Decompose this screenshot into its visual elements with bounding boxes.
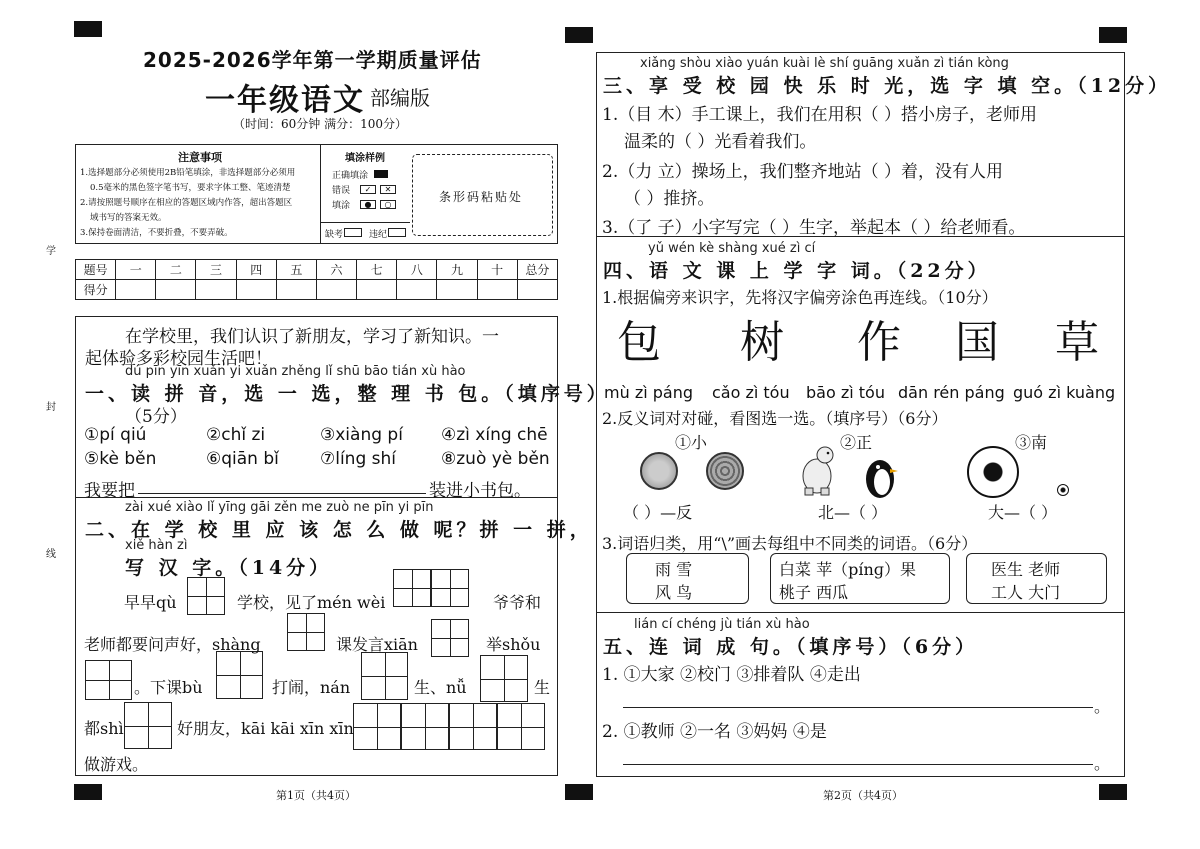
notice-line: 2.请按照题号顺序在相应的答题区域内作答，超出答题区 xyxy=(80,198,293,208)
writing-grid[interactable] xyxy=(497,703,545,750)
antonym-option: ②正 xyxy=(840,433,873,452)
sample-title: 填涂样例 xyxy=(345,153,385,164)
registration-mark xyxy=(1099,27,1127,43)
q4-title: 四、语 文 课 上 学 字 词。（22分） xyxy=(603,260,991,282)
q4-sub-question: 2.反义词对对碰，看图选一选。（填序号）（6分） xyxy=(602,409,948,428)
antonym-pair: 大—（ ） xyxy=(988,503,1058,522)
score-header: 三 xyxy=(196,260,236,280)
q2-text: 爷爷和 xyxy=(493,593,542,612)
score-header: 四 xyxy=(236,260,276,280)
absent-checkbox[interactable] xyxy=(344,228,362,237)
penguin-icon xyxy=(860,455,900,500)
q1-pinyin: dú pīn yīn xuǎn yi xuǎn zhěng lǐ shū bāo tián xù hào xyxy=(125,364,466,379)
score-cell[interactable] xyxy=(196,280,236,300)
score-header: 七 xyxy=(357,260,397,280)
intro-text: 在学校里，我们认识了新朋友，学习了新知识。一 xyxy=(125,327,499,347)
score-cell[interactable] xyxy=(116,280,156,300)
barcode-area xyxy=(412,154,553,236)
score-header: 十 xyxy=(477,260,517,280)
q3-pinyin: xiǎng shòu xiào yuán kuài lè shí guāng xuǎn zì tián kòng xyxy=(640,56,1009,71)
writing-grid[interactable] xyxy=(480,655,528,702)
q2-text: 生 xyxy=(534,678,551,697)
q5-answer-line[interactable] xyxy=(623,707,1093,708)
q3-line: 3.（了 子）小字写完（ ）生字，举起本（ ）给老师看。 xyxy=(602,218,1026,238)
score-cell[interactable] xyxy=(397,280,437,300)
circle-sample-icon: ○ xyxy=(380,200,396,209)
q5-title: 五、连 词 成 句。（填序号）（6分） xyxy=(603,636,979,658)
q2-text: 老师都要问声好，shàng xyxy=(84,635,261,654)
score-cell[interactable] xyxy=(517,280,557,300)
writing-grid[interactable] xyxy=(401,703,449,750)
hanzi-char[interactable]: 草 xyxy=(1055,317,1101,368)
check-sample-icon: ✓ xyxy=(360,185,376,194)
score-header: 题号 xyxy=(76,260,116,280)
sentence-end: 。 xyxy=(1094,754,1111,773)
q1-answer-line[interactable] xyxy=(138,493,426,494)
word-group xyxy=(626,553,749,604)
q1-option: ①pí qiú xyxy=(84,425,147,445)
score-table xyxy=(75,259,558,300)
page-footer: 第1页（共4页） xyxy=(276,789,356,802)
absent-label: 缺考 xyxy=(325,230,344,240)
writing-grid[interactable] xyxy=(187,577,225,615)
radical-pinyin[interactable]: bāo zì tóu xyxy=(806,383,885,402)
hanzi-char[interactable]: 树 xyxy=(740,317,786,368)
q5-words: 2. ①教师 ②一名 ③妈妈 ④是 xyxy=(602,722,827,742)
q2-text: 都shì xyxy=(84,719,124,738)
q5-answer-line[interactable] xyxy=(623,764,1093,765)
coin-front-icon xyxy=(640,452,678,490)
writing-grid[interactable] xyxy=(361,652,408,700)
q2-text: 课发言xiān xyxy=(336,635,418,654)
q2-text: 做游戏。 xyxy=(84,755,149,774)
writing-grid[interactable] xyxy=(124,702,172,749)
q2-text: 好朋友，kāi kāi xīn xīn xyxy=(177,719,354,738)
word-item[interactable]: 医生 老师 xyxy=(991,560,1061,579)
registration-mark xyxy=(74,21,102,37)
radical-pinyin[interactable]: cǎo zì tóu xyxy=(712,383,790,402)
registration-mark xyxy=(565,784,593,800)
violation-label: 违纪 xyxy=(369,230,388,240)
q1-title: 一、读 拼 音，选 一 选，整 理 书 包。（填序号） xyxy=(85,383,610,405)
q2-text: 早早qù xyxy=(124,593,177,612)
writing-grid[interactable] xyxy=(449,703,497,750)
sample-correct-label: 正确填涂 xyxy=(332,171,369,181)
polar-bear-icon xyxy=(795,444,840,496)
barcode-label: 条形码粘贴处 xyxy=(439,190,524,204)
q4-pinyin: yǔ wén kè shàng xué zì cí xyxy=(648,241,816,256)
edition-label: 部编版 xyxy=(370,86,430,110)
registration-mark xyxy=(1099,784,1127,800)
exam-title: 2025-2026学年第一学期质量评估 xyxy=(143,48,482,72)
small-ball-icon xyxy=(1057,484,1069,496)
filled-sample xyxy=(374,170,388,178)
antonym-pair: 北—（ ） xyxy=(818,503,888,522)
q1-option: ⑥qiān bǐ xyxy=(206,449,279,469)
sentence-end: 。 xyxy=(1094,697,1111,716)
intro-text: 起体验多彩校园生活吧！ xyxy=(85,349,272,369)
q3-line: 1.（目 木）手工课上，我们在用积（ ）搭小房子，老师用 xyxy=(602,105,1038,125)
registration-mark xyxy=(565,27,593,43)
q2-text: 举shǒu xyxy=(486,635,541,654)
radical-pinyin[interactable]: mù zì páng xyxy=(604,383,693,402)
notice-line: 1.选择题部分必须使用2B铅笔填涂，非选择题部分必须用 xyxy=(80,168,296,178)
word-item[interactable]: 白菜 苹（pínɡ）果 xyxy=(779,560,916,579)
q2-text: 。下课bù xyxy=(134,678,203,697)
time-info: （时间：60分钟 满分：100分） xyxy=(233,117,407,131)
notice-line: 0.5毫米的黑色签字笔书写，要求字体工整、笔迹清楚 xyxy=(90,183,291,193)
score-row-label: 得分 xyxy=(76,280,116,300)
q2-title: 二、在 学 校 里 应 该 怎 么 做 呢？拼 一 拼， xyxy=(85,519,593,541)
q3-line: （ ）推挤。 xyxy=(624,189,715,209)
q4-sub-question: 1.根据偏旁来识字，先将汉字偏旁涂色再连线。（10分） xyxy=(602,288,998,307)
writing-grid[interactable] xyxy=(216,651,263,699)
q1-option: ⑧zuò yè běn xyxy=(441,449,550,469)
q2-text: 生、nǚ xyxy=(414,678,467,697)
subject-title: 一年级语文 xyxy=(205,83,365,118)
sample-fill-label: 填涂 xyxy=(332,201,351,211)
notice-line: 3.保持卷面清洁，不要折叠，不要弄破。 xyxy=(80,228,233,238)
score-header: 一 xyxy=(116,260,156,280)
hanzi-char[interactable]: 包 xyxy=(617,317,663,368)
q4-sub-question: 3.词语归类，用“\”画去每组中不同类的词语。（6分） xyxy=(602,534,978,553)
score-header: 总分 xyxy=(517,260,557,280)
violation-checkbox[interactable] xyxy=(388,228,406,237)
q5-pinyin: lián cí chéng jù tián xù hào xyxy=(634,617,810,632)
antonym-option: ①小 xyxy=(675,433,708,452)
notice-panel xyxy=(75,144,558,244)
radical-pinyin[interactable]: guó zì kuàng xyxy=(1013,383,1116,402)
score-cell[interactable] xyxy=(276,280,316,300)
q3-title: 三、享 受 校 园 快 乐 时 光，选 字 填 空。（12分） xyxy=(603,75,1172,97)
score-header: 五 xyxy=(276,260,316,280)
binding-mark: 学 xyxy=(46,246,56,257)
score-cell[interactable] xyxy=(156,280,196,300)
score-header: 九 xyxy=(437,260,477,280)
word-item[interactable]: 雨 雪 xyxy=(655,560,693,579)
writing-grid[interactable] xyxy=(287,613,325,651)
registration-mark xyxy=(74,784,102,800)
notice-line: 域书写的答案无效。 xyxy=(90,213,167,223)
hanzi-char[interactable]: 国 xyxy=(955,317,1001,368)
q1-score: （5分） xyxy=(125,407,187,427)
q2-text: 打闹，nán xyxy=(272,678,351,697)
word-group xyxy=(966,553,1107,604)
q2-title: 写 汉 字。（14分） xyxy=(125,557,333,579)
cross-sample-icon: ✕ xyxy=(380,185,396,194)
radical-pinyin[interactable]: dān rén páng xyxy=(898,383,1005,402)
q1-option: ⑤kè běn xyxy=(84,449,157,469)
binding-mark: 线 xyxy=(46,549,56,560)
word-group xyxy=(770,553,950,604)
word-item[interactable]: 桃子 西瓜 xyxy=(779,583,849,602)
writing-grid[interactable] xyxy=(431,569,469,607)
antonym-option: ③南 xyxy=(1015,433,1048,452)
antonym-pair: （ ）—反 xyxy=(623,503,693,522)
writing-grid[interactable] xyxy=(393,569,431,607)
score-header: 八 xyxy=(397,260,437,280)
score-cell[interactable] xyxy=(477,280,517,300)
q1-option: ⑦líng shí xyxy=(320,449,397,469)
hanzi-char[interactable]: 作 xyxy=(857,317,903,368)
q1-answer-prefix: 我要把 xyxy=(84,481,135,501)
word-item[interactable]: 风 鸟 xyxy=(655,583,693,602)
word-item[interactable]: 工人 大门 xyxy=(991,583,1061,602)
q3-line: 温柔的（ ）光看着我们。 xyxy=(624,132,817,152)
notice-title: 注意事项 xyxy=(178,151,222,164)
score-header: 二 xyxy=(156,260,196,280)
writing-grid[interactable] xyxy=(85,660,132,700)
q2-pinyin: xiě hàn zì xyxy=(125,538,188,553)
q5-words: 1. ①大家 ②校门 ③排着队 ④走出 xyxy=(602,665,861,685)
q1-option: ③xiàng pí xyxy=(320,425,403,445)
dot-sample-icon: ● xyxy=(360,200,376,209)
writing-grid[interactable] xyxy=(353,703,401,750)
binding-mark: 封 xyxy=(46,402,56,413)
score-cell[interactable] xyxy=(316,280,356,300)
coin-back-icon xyxy=(706,452,744,490)
q1-option: ②chǐ zi xyxy=(206,425,266,445)
q2-text: 学校，见了mén wèi xyxy=(237,593,386,612)
divider xyxy=(596,612,1125,613)
q1-answer-suffix: 装进小书包。 xyxy=(429,481,531,501)
writing-grid[interactable] xyxy=(431,619,469,657)
page-footer: 第2页（共4页） xyxy=(823,789,903,802)
q1-option: ④zì xíng chē xyxy=(441,425,548,445)
sample-wrong-label: 错误 xyxy=(332,186,351,196)
score-cell[interactable] xyxy=(357,280,397,300)
score-cell[interactable] xyxy=(437,280,477,300)
big-ball-icon xyxy=(967,446,1019,498)
score-cell[interactable] xyxy=(236,280,276,300)
q2-pinyin: zài xué xiào lǐ yīng gāi zěn me zuò ne pīn yi pīn xyxy=(125,500,434,515)
q3-line: 2.（力 立）操场上，我们整齐地站（ ）着，没有人用 xyxy=(602,162,1004,182)
score-header: 六 xyxy=(316,260,356,280)
